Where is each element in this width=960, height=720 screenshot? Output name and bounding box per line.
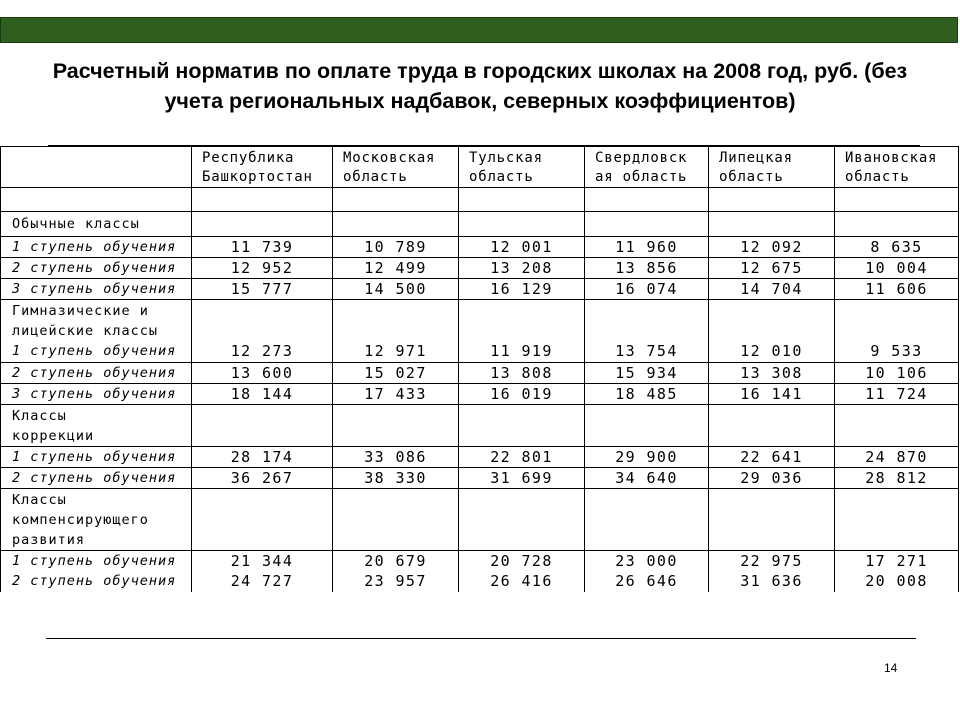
value-cell: 12 971 (333, 341, 459, 362)
value-cell: 15 934 (585, 362, 709, 383)
stage-label: 3 ступень обучения (1, 383, 192, 404)
value-cell: 33 086 (333, 446, 459, 467)
value-cell: 26 416 (459, 571, 585, 592)
value-cell: 29 900 (585, 446, 709, 467)
value-cell: 31 699 (459, 467, 585, 488)
group-label-correction (1, 404, 192, 446)
value-cell: 22 801 (459, 446, 585, 467)
group-header-row (1, 404, 959, 446)
value-cell: 10 004 (835, 258, 959, 279)
stage-label: 2 ступень обучения (1, 571, 192, 592)
value-cell: 11 919 (459, 341, 585, 362)
value-cell: 10 106 (835, 362, 959, 383)
group-label-line: лицейские классы (12, 323, 159, 339)
value-cell: 11 739 (192, 237, 333, 258)
header-corner-cell (1, 147, 192, 188)
header-region-cell: Липецкая область (709, 147, 835, 188)
value-cell: 12 092 (709, 237, 835, 258)
stage-label: 2 ступень обучения (1, 362, 192, 383)
value-cell: 13 754 (585, 341, 709, 362)
salary-norms-table (0, 146, 959, 592)
value-cell: 23 957 (333, 571, 459, 592)
value-cell: 12 273 (192, 341, 333, 362)
value-cell: 17 433 (333, 383, 459, 404)
stage-label: 3 ступень обучения (1, 279, 192, 300)
value-cell: 21 344 (192, 550, 333, 571)
value-cell: 22 975 (709, 550, 835, 571)
header-region-cell: Московская область (333, 147, 459, 188)
footer-divider (46, 638, 916, 639)
value-cell: 12 499 (333, 258, 459, 279)
value-cell: 12 675 (709, 258, 835, 279)
value-cell: 28 812 (835, 467, 959, 488)
value-cell: 28 174 (192, 446, 333, 467)
value-cell: 13 600 (192, 362, 333, 383)
header-region-cell: Свердловск ая область (585, 147, 709, 188)
value-cell: 14 500 (333, 279, 459, 300)
value-cell: 23 000 (585, 550, 709, 571)
table-row (1, 341, 959, 362)
stage-label: 2 ступень обучения (1, 258, 192, 279)
group-label-ordinary: Обычные классы (1, 212, 192, 237)
value-cell: 13 808 (459, 362, 585, 383)
value-cell: 36 267 (192, 467, 333, 488)
value-cell: 18 485 (585, 383, 709, 404)
value-cell: 20 008 (835, 571, 959, 592)
value-cell: 16 129 (459, 279, 585, 300)
value-cell: 22 641 (709, 446, 835, 467)
page-number: 14 (884, 661, 898, 675)
group-label-line: Классы (12, 491, 67, 508)
value-cell: 16 074 (585, 279, 709, 300)
group-label-line: коррекции (12, 427, 95, 444)
value-cell: 18 144 (192, 383, 333, 404)
stage-label: 1 ступень обучения (1, 550, 192, 571)
value-cell: 10 789 (333, 237, 459, 258)
header-region-cell: Тульская область (459, 147, 585, 188)
table-row (1, 237, 959, 258)
group-header-row (1, 488, 959, 550)
value-cell: 15 027 (333, 362, 459, 383)
table-row (1, 279, 959, 300)
page-title: Расчетный норматив по оплате труда в городских школах на 2008 год, руб. (без учета региональных надбавок, северных коэффициентов) (52, 59, 908, 113)
value-cell: 15 777 (192, 279, 333, 300)
spacer-row (1, 188, 959, 212)
value-cell: 13 308 (709, 362, 835, 383)
stage-label: 1 ступень обучения (1, 341, 192, 362)
table-row (1, 550, 959, 571)
group-header-row (1, 300, 959, 342)
value-cell: 11 724 (835, 383, 959, 404)
table-row (1, 571, 959, 592)
value-cell: 31 636 (709, 571, 835, 592)
stage-label: 2 ступень обучения (1, 467, 192, 488)
value-cell: 16 141 (709, 383, 835, 404)
group-header-row (1, 212, 959, 237)
value-cell: 17 271 (835, 550, 959, 571)
value-cell: 20 679 (333, 550, 459, 571)
table-row (1, 383, 959, 404)
value-cell: 24 727 (192, 571, 333, 592)
header-row (1, 147, 959, 188)
value-cell: 13 856 (585, 258, 709, 279)
stage-label: 1 ступень обучения (1, 237, 192, 258)
value-cell: 20 728 (459, 550, 585, 571)
group-label-line: Классы (12, 407, 67, 424)
value-cell: 34 640 (585, 467, 709, 488)
group-label-line: Гимназические и (12, 303, 149, 319)
value-cell: 12 001 (459, 237, 585, 258)
group-label-gymnasium (1, 300, 192, 342)
group-label-compensatory (1, 488, 192, 550)
group-label-line: развития (12, 531, 86, 548)
value-cell: 24 870 (835, 446, 959, 467)
value-cell: 12 952 (192, 258, 333, 279)
table-row (1, 467, 959, 488)
table-row (1, 258, 959, 279)
value-cell: 26 646 (585, 571, 709, 592)
value-cell: 11 960 (585, 237, 709, 258)
value-cell: 38 330 (333, 467, 459, 488)
table-row (1, 362, 959, 383)
header-region-cell: Ивановская область (835, 147, 959, 188)
value-cell: 11 606 (835, 279, 959, 300)
header-region-cell: Республика Башкортостан (192, 147, 333, 188)
value-cell: 14 704 (709, 279, 835, 300)
value-cell: 9 533 (835, 341, 959, 362)
value-cell: 8 635 (835, 237, 959, 258)
value-cell: 12 010 (709, 341, 835, 362)
value-cell: 13 208 (459, 258, 585, 279)
title-bar-decoration (0, 17, 958, 43)
value-cell: 29 036 (709, 467, 835, 488)
value-cell: 16 019 (459, 383, 585, 404)
stage-label: 1 ступень обучения (1, 446, 192, 467)
group-label-line: компенсирующего (12, 511, 149, 528)
table-row (1, 446, 959, 467)
